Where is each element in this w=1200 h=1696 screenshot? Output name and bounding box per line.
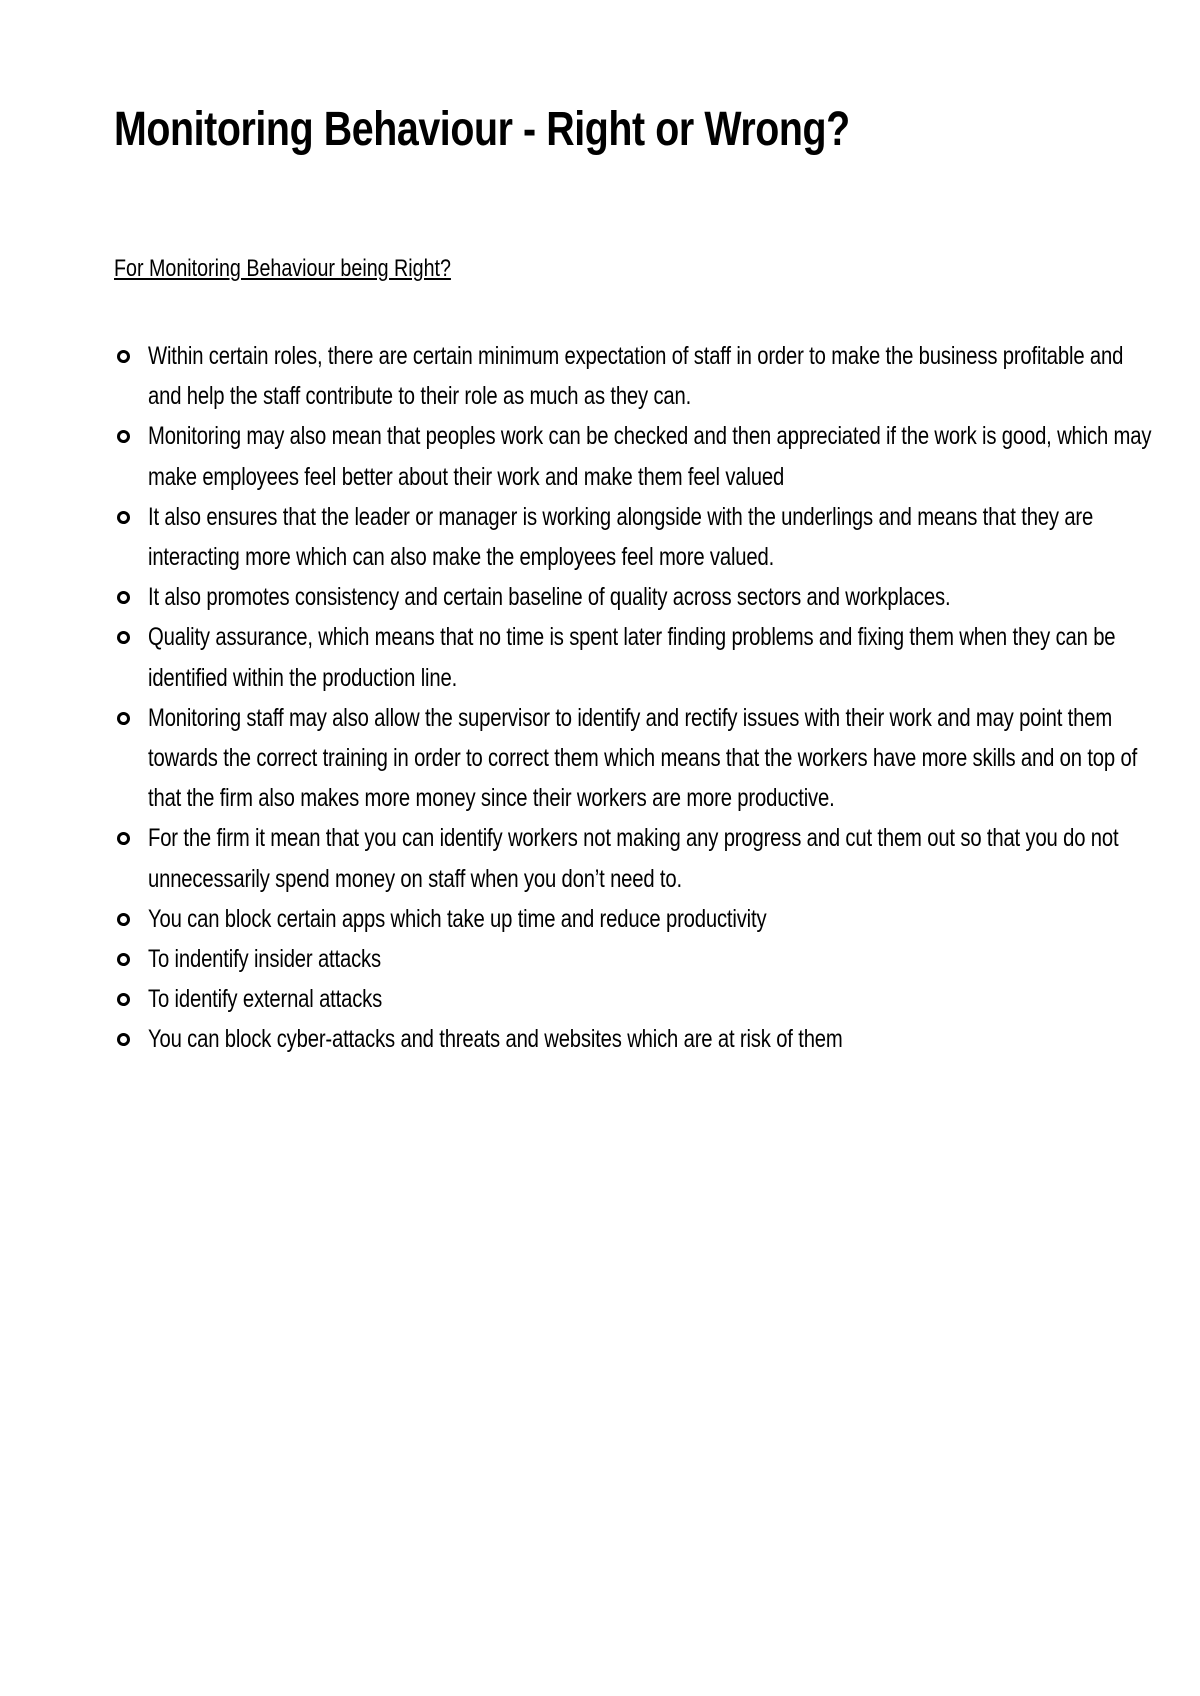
page-title: Monitoring Behaviour - Right or Wrong? [114,103,850,156]
list-item [114,818,1174,898]
list-item-text: For the firm it mean that you can identify workers not making any progress and cut them out so that you do not unnecessarily spend money on staff when you don’t need to. [148,824,1119,893]
list-item [114,1019,1174,1059]
list-item-text: Within certain roles, there are certain minimum expectation of staff in order to make the business profitable and and help the staff contribute to their role as much as they can. [148,342,1124,411]
list-item-text: You can block certain apps which take up time and reduce productivity [148,904,767,933]
hollow-circle-bullet-icon [117,511,130,524]
list-item-text: Quality assurance, which means that no time is spent later finding problems and fixing them when they can be identified within the production line. [148,623,1116,692]
hollow-circle-bullet-icon [117,913,130,926]
list-item [114,617,1174,697]
hollow-circle-bullet-icon [117,591,130,604]
hollow-circle-bullet-icon [117,1033,130,1046]
bullet-list [114,336,1174,1060]
list-item [114,497,1174,577]
list-item-text: It also promotes consistency and certain baseline of quality across sectors and workplaces. [148,583,951,612]
list-item [114,939,1174,979]
list-item [114,416,1174,496]
list-item [114,698,1174,819]
list-item-text: Monitoring may also mean that peoples work can be checked and then appreciated if the work is good, which may make employees feel better about their work and make them feel valued [148,422,1152,491]
section-heading: For Monitoring Behaviour being Right? [114,255,451,282]
list-item-text: Monitoring staff may also allow the supervisor to identify and rectify issues with their work and may point them towards the correct training in order to correct them which means that the workers have more skills and on top of that the firm also makes more money since their workers are more productive. [148,703,1138,813]
list-item-text: To indentify insider attacks [148,945,381,974]
hollow-circle-bullet-icon [117,712,130,725]
hollow-circle-bullet-icon [117,953,130,966]
list-item [114,899,1174,939]
list-item [114,577,1174,617]
list-item-text: It also ensures that the leader or manager is working alongside with the underlings and means that they are interacting more which can also make the employees feel more valued. [148,502,1094,572]
hollow-circle-bullet-icon [117,631,130,644]
hollow-circle-bullet-icon [117,430,130,443]
hollow-circle-bullet-icon [117,832,130,845]
list-item-text: You can block cyber-attacks and threats and websites which are at risk of them [148,1025,843,1054]
hollow-circle-bullet-icon [117,350,130,363]
list-item-text: To identify external attacks [148,985,383,1014]
list-item [114,336,1174,416]
list-item [114,979,1174,1019]
hollow-circle-bullet-icon [117,993,130,1006]
